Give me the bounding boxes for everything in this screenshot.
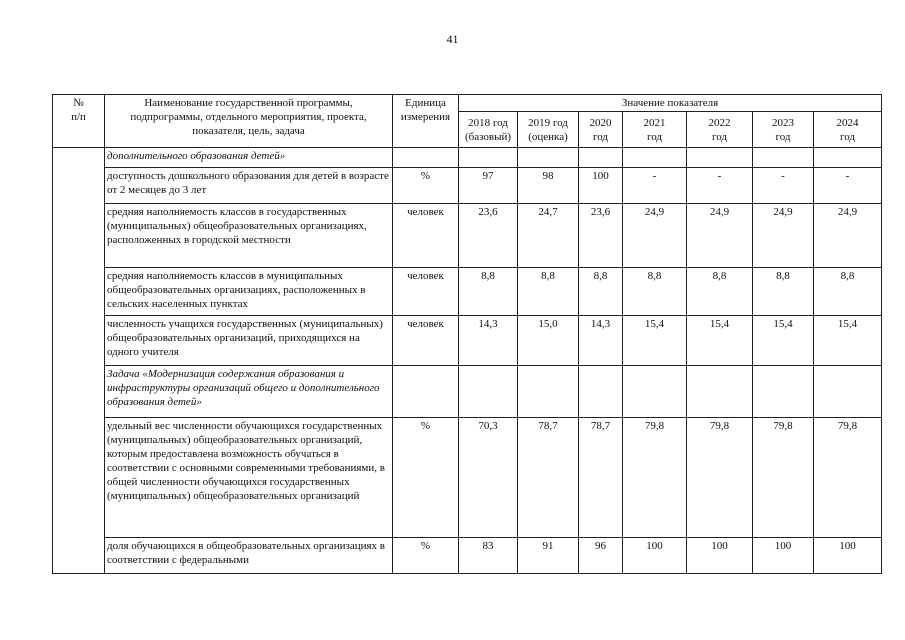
row-value: [518, 366, 579, 418]
row-unit: [393, 366, 459, 418]
row-value: 100: [687, 538, 753, 574]
row-value: 78,7: [518, 418, 579, 538]
row-value: [753, 148, 814, 168]
row-value: 8,8: [459, 268, 518, 316]
task-heading: Задача «Модернизация содержания образования и инфраструктуры организаций общего и дополнительного образования детей»: [105, 366, 393, 418]
page-number: 41: [446, 32, 459, 46]
row-value: 8,8: [814, 268, 882, 316]
row-value: 79,8: [623, 418, 687, 538]
row-value: [753, 366, 814, 418]
header-year: 2018 год (базовый): [459, 112, 518, 148]
row-value: 15,4: [623, 316, 687, 366]
row-value: 98: [518, 168, 579, 204]
row-value: 14,3: [459, 316, 518, 366]
row-value: 100: [579, 168, 623, 204]
row-unit: человек: [393, 268, 459, 316]
table-row: [53, 168, 882, 204]
row-value: 8,8: [518, 268, 579, 316]
header-name: Наименование государственной программы, подпрограммы, отдельного мероприятия, проекта, показателя, цель, задача: [105, 95, 393, 148]
header-year: 2021 год: [623, 112, 687, 148]
row-unit: %: [393, 418, 459, 538]
row-value: 79,8: [814, 418, 882, 538]
row-value: 91: [518, 538, 579, 574]
row-value: [623, 148, 687, 168]
row-value: [687, 148, 753, 168]
header-year: 2020 год: [579, 112, 623, 148]
row-value: 83: [459, 538, 518, 574]
table-row: [53, 418, 882, 538]
row-value: 15,4: [814, 316, 882, 366]
row-value: -: [687, 168, 753, 204]
row-value: 24,9: [623, 204, 687, 268]
row-value: [814, 366, 882, 418]
row-value: 15,0: [518, 316, 579, 366]
row-name: доля обучающихся в общеобразовательных организациях в соответствии с федеральными: [105, 538, 393, 574]
indicators-table: [52, 94, 882, 574]
header-value-group: Значение показателя: [459, 95, 882, 112]
row-name: средняя наполняемость классов в муниципальных общеобразовательных организациях, расположенных в сельских населенных пунктах: [105, 268, 393, 316]
row-value: 8,8: [687, 268, 753, 316]
row-value: 78,7: [579, 418, 623, 538]
header-year: 2024 год: [814, 112, 882, 148]
row-value: -: [814, 168, 882, 204]
row-value: 100: [814, 538, 882, 574]
table-row: [53, 538, 882, 574]
row-name: доступность дошкольного образования для детей в возрасте от 2 месяцев до 3 лет: [105, 168, 393, 204]
table-row: [53, 268, 882, 316]
header-year: 2019 год (оценка): [518, 112, 579, 148]
header-unit: Единица измерения: [393, 95, 459, 148]
row-value: 15,4: [687, 316, 753, 366]
row-value: 24,7: [518, 204, 579, 268]
row-value: [579, 366, 623, 418]
row-value: 14,3: [579, 316, 623, 366]
row-unit: человек: [393, 316, 459, 366]
row-value: 15,4: [753, 316, 814, 366]
row-unit: %: [393, 168, 459, 204]
row-value: [687, 366, 753, 418]
header-num: № п/п: [53, 95, 105, 148]
row-value: 24,9: [753, 204, 814, 268]
row-value: 100: [753, 538, 814, 574]
header-year: 2023 год: [753, 112, 814, 148]
row-value: [579, 148, 623, 168]
row-unit: человек: [393, 204, 459, 268]
row-value: 23,6: [579, 204, 623, 268]
row-value: 79,8: [753, 418, 814, 538]
row-unit: [393, 148, 459, 168]
row-value: -: [753, 168, 814, 204]
row-value: 8,8: [753, 268, 814, 316]
row-name: дополнительного образования детей»: [105, 148, 393, 168]
row-value: [623, 366, 687, 418]
row-value: [814, 148, 882, 168]
table-row: [53, 316, 882, 366]
row-number-cell: [53, 148, 105, 574]
table-row: [53, 148, 882, 168]
row-value: 100: [623, 538, 687, 574]
row-value: [459, 148, 518, 168]
row-value: 96: [579, 538, 623, 574]
table-row: [53, 204, 882, 268]
row-value: 70,3: [459, 418, 518, 538]
table-row: [53, 366, 882, 418]
row-value: [459, 366, 518, 418]
row-value: 24,9: [814, 204, 882, 268]
row-value: 8,8: [623, 268, 687, 316]
row-value: 97: [459, 168, 518, 204]
row-unit: %: [393, 538, 459, 574]
row-name: численность учащихся государственных (муниципальных) общеобразовательных организаций, приходящихся на одного учителя: [105, 316, 393, 366]
row-value: 24,9: [687, 204, 753, 268]
row-value: -: [623, 168, 687, 204]
header-year: 2022 год: [687, 112, 753, 148]
row-value: 8,8: [579, 268, 623, 316]
row-value: [518, 148, 579, 168]
table-header: [53, 95, 882, 148]
row-name: средняя наполняемость классов в государственных (муниципальных) общеобразовательных организациях, расположенных в городской местности: [105, 204, 393, 268]
row-value: 79,8: [687, 418, 753, 538]
row-name: удельный вес численности обучающихся государственных (муниципальных) общеобразовательных организаций, которым предоставлена возможность обучаться в соответствии с основными современными требованиями, в общей численности обучающихся государственных (муниципальных) общеобразовательных организаций: [105, 418, 393, 538]
row-value: 23,6: [459, 204, 518, 268]
